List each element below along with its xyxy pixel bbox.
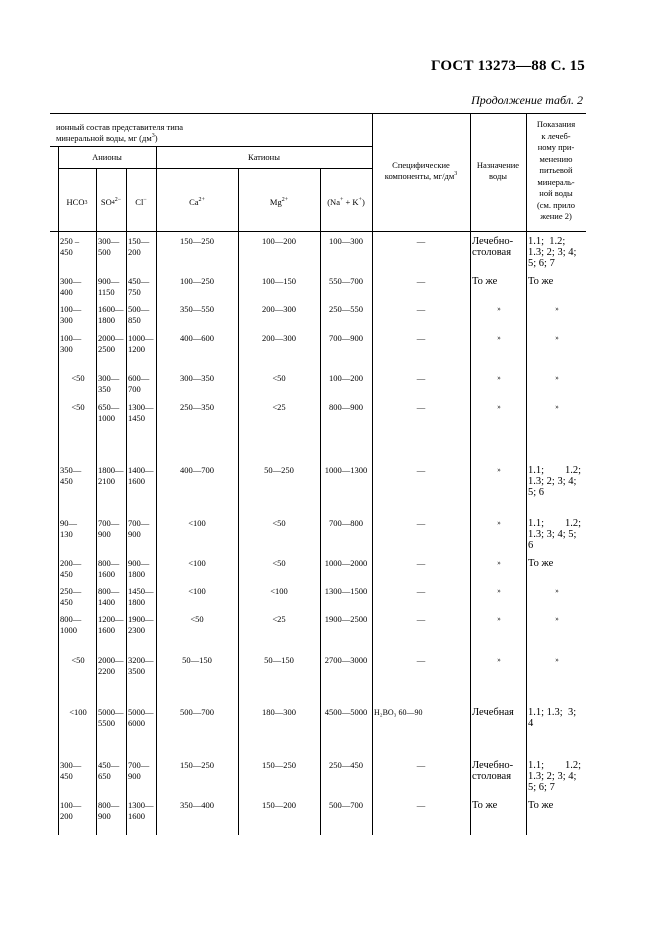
cell-line: То же: [528, 558, 554, 569]
cell-ind: [528, 518, 586, 551]
cell-nak: 550—700: [329, 276, 363, 286]
cell-line: 6000: [128, 718, 145, 728]
group-title-line-2: минеральной воды, мг $(дм^3)$: [56, 133, 158, 143]
cell-ca: <100: [188, 518, 206, 528]
specific-components-header: Специфические компоненты, $мг/дм^3$: [384, 160, 458, 181]
cell-line: 1900—: [128, 614, 154, 624]
cell-mg: <25: [272, 614, 286, 624]
cell-cl: [128, 800, 156, 822]
cell-spec: —: [416, 333, 426, 343]
cell-line: 450—: [98, 760, 120, 770]
cell-hco3: [60, 402, 96, 413]
cell-so4: [98, 558, 126, 580]
cell-line: 1800—: [98, 465, 124, 475]
cell-ind: [528, 276, 586, 287]
cell-ind: [528, 304, 586, 315]
cell-hco3: [60, 707, 96, 718]
table-top-rule: [50, 113, 586, 114]
cell-line: 200: [60, 811, 73, 821]
cell-cl: [128, 558, 156, 580]
cell-cl: [128, 655, 156, 677]
cell-so4: [98, 276, 126, 298]
indications-header: [526, 119, 586, 223]
cell-line: 700—: [128, 760, 150, 770]
cell-line: 100—: [60, 304, 82, 314]
col-divider-7: [470, 113, 471, 835]
cell-line: 1400: [98, 597, 115, 607]
cell-ca: <100: [188, 558, 206, 568]
cell-line: 1.1; 1.3; 3;: [528, 707, 577, 718]
cell-ca: 300—350: [180, 373, 214, 383]
cell-line: »: [497, 656, 501, 664]
col-divider-0: [58, 146, 59, 835]
cell-so4: [98, 707, 126, 729]
cell-line: 450: [60, 569, 73, 579]
cell-mg: 200—300: [262, 304, 296, 314]
cell-ca: 250—350: [180, 402, 214, 412]
indications-header-line: Показания: [536, 119, 576, 129]
cell-line: 100—: [60, 333, 82, 343]
cell-so4: [98, 614, 126, 636]
cell-spec: —: [416, 614, 426, 624]
cell-mg: <100: [270, 586, 288, 596]
cell-hco3: [60, 614, 96, 636]
cell-line: 1600: [128, 811, 145, 821]
cell-line: »: [497, 305, 501, 313]
cell-so4: [98, 373, 126, 395]
cell-line: 1600: [98, 569, 115, 579]
cell-cl: [128, 276, 156, 298]
cell-line: 1.1; 1.2;: [528, 465, 582, 476]
cell-purpose: [472, 655, 526, 666]
cl-header: Cl−: [135, 197, 147, 207]
cell-nak: 1300—1500: [324, 586, 368, 596]
cell-purpose: [472, 614, 526, 625]
cell-cl: [128, 236, 156, 258]
cations-header: Катионы: [248, 152, 280, 162]
cell-line: 200—: [60, 558, 82, 568]
cell-line: Лечебная: [472, 707, 514, 718]
cell-line: 450—: [128, 276, 150, 286]
cell-line: 450: [60, 771, 73, 781]
cell-line: 1.3; 2; 3; 4;: [528, 247, 577, 258]
cell-purpose: [472, 333, 526, 344]
cell-purpose: [472, 304, 526, 315]
cell-line: 850: [128, 315, 141, 325]
cell-line: 2000—: [98, 333, 124, 343]
cell-so4: [98, 304, 126, 326]
cell-line: 2300: [128, 625, 145, 635]
cell-so4: [98, 655, 126, 677]
cell-line: »: [497, 334, 501, 342]
cell-ca: 500—700: [180, 707, 214, 717]
cell-line: »: [497, 615, 501, 623]
indications-header-line: к лечеб-: [541, 130, 571, 141]
cell-so4: [98, 760, 126, 782]
cell-line: 5500: [98, 718, 115, 728]
cell-line: 1000—: [128, 333, 154, 343]
cell-spec: —: [416, 655, 426, 665]
cell-purpose: [472, 402, 526, 413]
cell-line: 1150: [98, 287, 115, 297]
cell-spec: H₂BO₃ 60—90: [374, 708, 423, 717]
cell-line: 2100: [98, 476, 115, 486]
cell-so4: [98, 586, 126, 608]
cell-ind: [528, 558, 586, 569]
cell-cl: [128, 586, 156, 608]
anions-header: Анионы: [92, 152, 122, 162]
cell-ind: [528, 333, 586, 344]
indications-header-line: ному при-: [537, 142, 575, 152]
cell-line: 3200—: [128, 655, 154, 665]
cell-spec: —: [416, 373, 426, 383]
indications-header-line: питьевой: [539, 165, 573, 175]
cell-line: 2200: [98, 666, 115, 676]
cell-nak: 1000—2000: [324, 558, 368, 568]
cell-line: 900: [128, 529, 141, 539]
cell-line: 900—: [128, 558, 150, 568]
cell-ca: 400—700: [180, 465, 214, 475]
cell-line: 600—: [128, 373, 150, 383]
cell-ind: [528, 800, 586, 811]
cell-hco3: [60, 586, 96, 608]
cell-line: »: [497, 587, 501, 595]
cell-line: <50: [71, 402, 85, 412]
cell-mg: 150—250: [262, 760, 296, 770]
cell-purpose: [472, 236, 526, 258]
cell-line: 650: [98, 771, 111, 781]
cell-ca: 150—250: [180, 236, 214, 246]
cell-ind: [528, 655, 586, 666]
cell-line: 1.3; 2; 3; 4;: [528, 771, 577, 782]
cell-spec: —: [416, 760, 426, 770]
cell-purpose: [472, 760, 526, 782]
cell-ind: [528, 707, 586, 729]
cell-line: »: [497, 403, 501, 411]
cell-nak: 1900—2500: [324, 614, 368, 624]
cell-hco3: [60, 333, 96, 355]
cell-spec: —: [416, 558, 426, 568]
cell-line: 300—: [60, 276, 82, 286]
cell-line: 350—: [60, 465, 82, 475]
cell-line: »: [555, 587, 559, 595]
cell-mg: 150—200: [262, 800, 296, 810]
mg-header: $Mg^{2+}$: [269, 197, 289, 207]
cell-line: 6: [528, 540, 534, 551]
mineral-water-table: [50, 113, 586, 835]
cell-line: 1400—: [128, 465, 154, 475]
cell-line: То же: [472, 800, 498, 811]
cell-line: 800—: [98, 558, 120, 568]
cell-hco3: [60, 465, 96, 487]
cell-line: 800—: [98, 800, 120, 810]
cell-line: 5000—: [128, 707, 154, 717]
so4-header: $SO_4^{2-}$: [100, 197, 122, 207]
cell-line: »: [555, 305, 559, 313]
cell-hco3: [60, 558, 96, 580]
cell-line: »: [555, 334, 559, 342]
ca-header: $Ca^{2+}$: [189, 197, 205, 207]
cell-line: 450: [60, 476, 73, 486]
cell-line: 200: [128, 247, 141, 257]
cell-line: 1.1; 1.2;: [528, 518, 582, 529]
cell-purpose: [472, 373, 526, 384]
cell-purpose: [472, 276, 526, 287]
cell-so4: [98, 402, 126, 424]
cell-line: 1600: [98, 625, 115, 635]
cell-cl: [128, 465, 156, 487]
cell-hco3: [60, 276, 96, 298]
cell-ind: [528, 465, 586, 498]
cell-line: 1800: [128, 597, 145, 607]
cell-nak: 100—200: [329, 373, 363, 383]
indications-header-line: жение 2): [540, 211, 572, 221]
cell-ind: [528, 373, 586, 384]
cell-mg: <25: [272, 402, 286, 412]
document-reference: ГОСТ 13273—88 С. 15: [431, 58, 585, 74]
cell-line: столовая: [472, 247, 512, 258]
cell-line: <50: [71, 373, 85, 383]
cell-line: 900: [98, 529, 111, 539]
cell-mg: 50—250: [264, 465, 294, 475]
cell-line: 5000—: [98, 707, 124, 717]
cell-line: 450: [60, 247, 73, 257]
cell-line: 400: [60, 287, 73, 297]
cell-spec: —: [416, 465, 426, 475]
cell-so4: [98, 236, 126, 258]
col-divider-5: [320, 168, 321, 835]
indications-header-line: минераль-: [537, 176, 575, 187]
cell-line: 300: [60, 344, 73, 354]
cell-line: 750: [128, 287, 141, 297]
cell-cl: [128, 373, 156, 395]
cell-line: 1000: [98, 413, 115, 423]
cell-line: »: [555, 403, 559, 411]
cell-cl: [128, 707, 156, 729]
cell-line: 1300—: [128, 800, 154, 810]
cell-ca: 50—150: [182, 655, 212, 665]
cell-line: 300—: [98, 236, 120, 246]
cell-ind: [528, 614, 586, 625]
cell-cl: [128, 614, 156, 636]
cell-spec: —: [416, 276, 426, 286]
cell-line: То же: [528, 800, 554, 811]
cell-line: 900: [98, 811, 111, 821]
cell-line: 3500: [128, 666, 145, 676]
cell-mg: 180—300: [262, 707, 296, 717]
cell-line: 500—: [128, 304, 150, 314]
cell-line: 300—: [98, 373, 120, 383]
cell-purpose: [472, 800, 526, 811]
cell-line: »: [555, 615, 559, 623]
cell-mg: 100—200: [262, 236, 296, 246]
cell-so4: [98, 465, 126, 487]
cell-nak: 4500—5000: [324, 707, 368, 717]
cell-nak: 2700—3000: [324, 655, 368, 665]
cell-line: То же: [528, 276, 554, 287]
cell-line: 1800: [98, 315, 115, 325]
cell-line: Лечебно-: [472, 760, 514, 771]
cell-spec: —: [416, 402, 426, 412]
cell-line: То же: [472, 276, 498, 287]
cell-hco3: [60, 304, 96, 326]
col-divider-4: [238, 168, 239, 835]
cell-spec: —: [416, 518, 426, 528]
cell-ca: <100: [188, 586, 206, 596]
cell-ca: 100—250: [180, 276, 214, 286]
cell-cl: [128, 333, 156, 355]
cell-line: 1600—: [98, 304, 124, 314]
cell-mg: 200—300: [262, 333, 296, 343]
group-title-line-1: ионный состав представителя типа: [56, 122, 184, 132]
cell-line: 450: [60, 597, 73, 607]
cell-so4: [98, 800, 126, 822]
hco3-header: $HCO_3$: [66, 197, 88, 207]
cell-line: 700—: [128, 518, 150, 528]
cell-ca: <50: [190, 614, 204, 624]
cell-line: 800—: [98, 586, 120, 596]
cell-line: 100—: [60, 800, 82, 810]
cell-nak: 1000—1300: [324, 465, 368, 475]
cell-line: 5; 6: [528, 487, 545, 498]
cell-line: 500: [98, 247, 111, 257]
cell-line: 250—: [60, 586, 82, 596]
indications-header-line: ной воды: [539, 188, 573, 198]
cell-ca: 150—250: [180, 760, 214, 770]
cell-mg: <50: [272, 373, 286, 383]
cell-line: 1450—: [128, 586, 154, 596]
indications-header-line: (см. прило: [536, 199, 576, 210]
indications-header-line: менению: [539, 153, 573, 164]
cell-cl: [128, 760, 156, 782]
cell-line: 2500: [98, 344, 115, 354]
cell-line: 900—: [98, 276, 120, 286]
cell-ind: [528, 236, 586, 269]
table-continuation-note: Продолжение табл. 2: [471, 93, 583, 107]
cell-line: 5; 6; 7: [528, 258, 555, 269]
cell-line: 1000: [60, 625, 77, 635]
cell-line: 300—: [60, 760, 82, 770]
cell-ca: 350—550: [180, 304, 214, 314]
cell-ca: 350—400: [180, 800, 214, 810]
cell-spec: —: [416, 586, 426, 596]
cell-line: 1300—: [128, 402, 154, 412]
cell-hco3: [60, 373, 96, 384]
cell-line: »: [497, 559, 501, 567]
nak-header: (Na+ + K+): [327, 197, 365, 207]
cell-line: 1450: [128, 413, 145, 423]
cell-mg: 50—150: [264, 655, 294, 665]
cell-nak: 250—450: [329, 760, 363, 770]
cell-line: 650—: [98, 402, 120, 412]
cell-ind: [528, 586, 586, 597]
cell-line: »: [555, 656, 559, 664]
cell-cl: [128, 402, 156, 424]
cell-line: »: [497, 519, 501, 527]
cell-hco3: [60, 236, 96, 258]
cell-line: »: [497, 374, 501, 382]
col-divider-3: [156, 146, 157, 835]
cell-purpose: [472, 465, 526, 476]
cell-hco3: [60, 800, 96, 822]
cell-line: 1.1; 1.2;: [528, 760, 582, 771]
cell-line: 700: [128, 384, 141, 394]
cell-spec: —: [416, 236, 426, 246]
purpose-header: Назначение воды: [476, 160, 520, 181]
header-rule-2: [58, 168, 372, 169]
cell-nak: 100—300: [329, 236, 363, 246]
cell-ind: [528, 402, 586, 413]
cell-hco3: [60, 760, 96, 782]
col-divider-1: [96, 168, 97, 835]
cell-line: 2000—: [98, 655, 124, 665]
cell-line: 1800: [128, 569, 145, 579]
cell-line: столовая: [472, 771, 512, 782]
cell-nak: 250—550: [329, 304, 363, 314]
cell-nak: 500—700: [329, 800, 363, 810]
cell-line: 900: [128, 771, 141, 781]
cell-line: 90—: [60, 518, 77, 528]
cell-line: 800—: [60, 614, 82, 624]
cell-hco3: [60, 655, 96, 666]
cell-line: 1200: [128, 344, 145, 354]
cell-nak: 700—800: [329, 518, 363, 528]
cell-line: 300: [60, 315, 73, 325]
cell-line: 150—: [128, 236, 150, 246]
cell-nak: 800—900: [329, 402, 363, 412]
cell-spec: —: [416, 800, 426, 810]
cell-purpose: [472, 518, 526, 529]
cell-ca: 400—600: [180, 333, 214, 343]
cell-line: 130: [60, 529, 73, 539]
header-rule-1: [50, 146, 372, 147]
cell-ind: [528, 760, 586, 793]
cell-line: »: [497, 466, 501, 474]
cell-line: 350: [98, 384, 111, 394]
cell-line: <50: [71, 655, 85, 665]
cell-line: 700—: [98, 518, 120, 528]
cell-line: 250 –: [60, 236, 80, 246]
cell-mg: <50: [272, 518, 286, 528]
cell-purpose: [472, 558, 526, 569]
cell-mg: 100—150: [262, 276, 296, 286]
cell-line: 1.1; 1.2;: [528, 236, 566, 247]
cell-so4: [98, 333, 126, 355]
cell-cl: [128, 518, 156, 540]
cell-spec: —: [416, 304, 426, 314]
cell-cl: [128, 304, 156, 326]
cell-line: 4: [528, 718, 534, 729]
cell-line: 1600: [128, 476, 145, 486]
cell-so4: [98, 518, 126, 540]
cell-purpose: [472, 707, 526, 718]
cell-line: 1.3; 2; 3; 4;: [528, 476, 577, 487]
cell-purpose: [472, 586, 526, 597]
header-bottom-rule: [50, 231, 586, 232]
cell-line: 1200—: [98, 614, 124, 624]
col-divider-2: [126, 168, 127, 835]
cell-nak: 700—900: [329, 333, 363, 343]
cell-line: Лечебно-: [472, 236, 514, 247]
cell-line: 1.3; 3; 4; 5;: [528, 529, 577, 540]
cell-hco3: [60, 518, 96, 540]
cell-line: <100: [69, 707, 87, 717]
cell-mg: <50: [272, 558, 286, 568]
cell-line: 5; 6; 7: [528, 782, 555, 793]
cell-line: »: [555, 374, 559, 382]
